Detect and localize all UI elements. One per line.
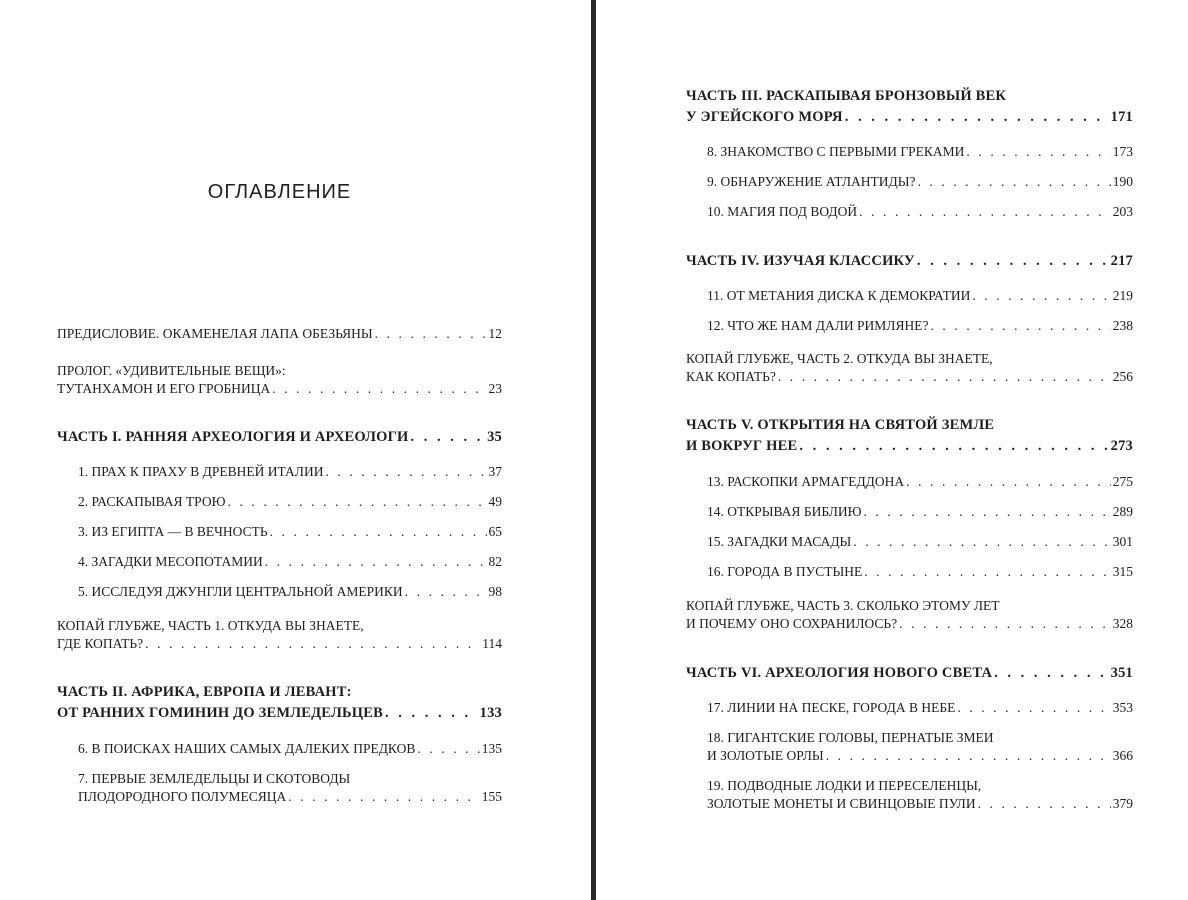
toc-entry-row	[78, 463, 502, 481]
toc-entry-row	[707, 563, 1133, 581]
toc-entry-row	[78, 493, 502, 511]
toc-entry-text: И ВОКРУГ НЕЕ	[686, 438, 798, 454]
toc-part-entry[interactable]	[57, 427, 502, 448]
dot-leader	[853, 533, 1110, 551]
toc-page-number: 190	[1112, 174, 1133, 189]
toc-page-number: 289	[1112, 504, 1133, 519]
dot-leader	[405, 583, 487, 601]
dot-leader	[799, 436, 1108, 457]
toc-entry-text: 12. ЧТО ЖЕ НАМ ДАЛИ РИМЛЯНЕ?	[707, 318, 929, 333]
toc-entry-text: ПЛОДОРОДНОГО ПОЛУМЕСЯЦА	[78, 789, 287, 804]
toc-entry-row	[686, 436, 1133, 457]
toc-entry-row	[707, 317, 1133, 335]
toc-entry-text: ПРОЛОГ. «УДИВИТЕЛЬНЫЕ ВЕЩИ»:	[57, 363, 286, 378]
toc-page-number: 301	[1112, 534, 1133, 549]
toc-entry-row	[78, 523, 502, 541]
toc-entry-row	[707, 533, 1133, 551]
toc-page-number: 203	[1112, 204, 1133, 219]
toc-page-number: 82	[488, 554, 502, 569]
toc-page-number: 37	[488, 464, 502, 479]
page-gutter	[591, 0, 596, 900]
toc-entry-row	[686, 663, 1133, 684]
toc-entry-text: 16. ГОРОДА В ПУСТЫНЕ	[707, 564, 863, 579]
toc-entry-text: 18. ГИГАНТСКИЕ ГОЛОВЫ, ПЕРНАТЫЕ ЗМЕИ	[707, 730, 994, 745]
toc-page-number: 12	[488, 326, 502, 341]
toc-entry-row	[78, 788, 502, 806]
dot-leader	[966, 143, 1110, 161]
toc-page-number: 217	[1110, 253, 1133, 269]
toc-part-entry[interactable]	[686, 86, 1133, 128]
toc-entry-text: И ПОЧЕМУ ОНО СОХРАНИЛОСЬ?	[686, 616, 898, 631]
toc-page-number: 65	[488, 524, 502, 539]
toc-chapter-entry[interactable]	[78, 553, 502, 571]
toc-page-number: 256	[1112, 369, 1133, 384]
toc-entry-row	[707, 473, 1133, 491]
dot-leader	[145, 635, 480, 653]
dot-leader	[265, 553, 487, 571]
toc-page-number: 35	[487, 429, 502, 445]
toc-entry-text: КОПАЙ ГЛУБЖЕ, ЧАСТЬ 3. СКОЛЬКО ЭТОМУ ЛЕТ	[686, 598, 1000, 613]
dot-leader	[288, 788, 479, 806]
toc-chapter-entry[interactable]	[707, 503, 1133, 521]
dot-leader	[270, 523, 487, 541]
toc-entry-text: ЧАСТЬ II. АФРИКА, ЕВРОПА И ЛЕВАНТ:	[57, 684, 352, 700]
toc-entry-text: 4. ЗАГАДКИ МЕСОПОТАМИИ	[78, 554, 263, 569]
toc-entry-text: ЧАСТЬ VI. АРХЕОЛОГИЯ НОВОГО СВЕТА	[686, 665, 993, 681]
toc-part-entry[interactable]	[686, 663, 1133, 684]
toc-entry-text: ТУТАНХАМОН И ЕГО ГРОБНИЦА	[57, 381, 271, 396]
toc-entry-row	[707, 173, 1133, 191]
toc-entry-text: 8. ЗНАКОМСТВО С ПЕРВЫМИ ГРЕКАМИ	[707, 144, 965, 159]
dot-leader	[826, 747, 1111, 765]
right-page	[686, 0, 1133, 900]
toc-page-number: 366	[1112, 748, 1133, 763]
toc-chapter-entry[interactable]	[707, 317, 1133, 335]
toc-entry-text: 17. ЛИНИИ НА ПЕСКЕ, ГОРОДА В НЕБЕ	[707, 700, 956, 715]
toc-entry-row	[686, 368, 1133, 386]
toc-page-number: 238	[1112, 318, 1133, 333]
toc-entry-text: ЧАСТЬ V. ОТКРЫТИЯ НА СВЯТОЙ ЗЕМЛЕ	[686, 417, 995, 433]
toc-chapter-entry[interactable]	[707, 473, 1133, 491]
toc-chapter-entry[interactable]	[78, 523, 502, 541]
toc-chapter-entry[interactable]	[707, 287, 1133, 305]
toc-page-number: 23	[488, 381, 502, 396]
toc-page-number: 173	[1112, 144, 1133, 159]
toc-chapter-entry[interactable]	[707, 563, 1133, 581]
toc-entry-text: 6. В ПОИСКАХ НАШИХ САМЫХ ДАЛЕКИХ ПРЕДКОВ	[78, 741, 416, 756]
toc-entry-row	[78, 583, 502, 601]
dot-leader	[957, 699, 1110, 717]
toc-entry-text: У ЭГЕЙСКОГО МОРЯ	[686, 109, 843, 125]
toc-entry-row	[707, 503, 1133, 521]
toc-chapter-entry[interactable]	[707, 203, 1133, 221]
dot-leader	[417, 740, 479, 758]
toc-entry-text: ЧАСТЬ III. РАСКАПЫВАЯ БРОНЗОВЫЙ ВЕК	[686, 88, 1007, 104]
toc-entry-text: 9. ОБНАРУЖЕНИЕ АТЛАНТИДЫ?	[707, 174, 916, 189]
toc-page-number: 328	[1112, 616, 1133, 631]
toc-part-entry[interactable]	[57, 682, 502, 724]
toc-section-entry[interactable]	[57, 325, 502, 343]
toc-entry-text: 3. ИЗ ЕГИПТА — В ВЕЧНОСТЬ	[78, 524, 268, 539]
dot-leader	[227, 493, 486, 511]
toc-entry-row	[57, 325, 502, 343]
toc-page-number: 155	[481, 789, 502, 804]
dot-leader	[859, 203, 1111, 221]
dot-leader	[375, 325, 487, 343]
toc-entry-row	[707, 795, 1133, 813]
toc-entry-text: 14. ОТКРЫВАЯ БИБЛИЮ	[707, 504, 862, 519]
toc-page-number: 351	[1110, 665, 1133, 681]
toc-entry-text: КОПАЙ ГЛУБЖЕ, ЧАСТЬ 1. ОТКУДА ВЫ ЗНАЕТЕ,	[57, 618, 364, 633]
dot-leader	[778, 368, 1111, 386]
toc-entry-text: ПРЕДИСЛОВИЕ. ОКАМЕНЕЛАЯ ЛАПА ОБЕЗЬЯНЫ	[57, 326, 373, 341]
toc-part-entry[interactable]	[686, 251, 1133, 272]
toc-page-number: 275	[1112, 474, 1133, 489]
toc-entry-text: 5. ИССЛЕДУЯ ДЖУНГЛИ ЦЕНТРАЛЬНОЙ АМЕРИКИ	[78, 584, 403, 599]
toc-entry-row	[686, 615, 1133, 633]
toc-part-entry[interactable]	[686, 415, 1133, 457]
toc-page-number: 171	[1110, 109, 1133, 125]
toc-chapter-entry[interactable]	[707, 777, 1133, 813]
toc-entry-text: 1. ПРАХ К ПРАХУ В ДРЕВНЕЙ ИТАЛИИ	[78, 464, 324, 479]
toc-entry-text: 11. ОТ МЕТАНИЯ ДИСКА К ДЕМОКРАТИИ	[707, 288, 971, 303]
dot-leader	[864, 503, 1111, 521]
toc-entry-row	[707, 287, 1133, 305]
toc-page-number: 353	[1112, 700, 1133, 715]
toc-entry-row	[707, 699, 1133, 717]
toc-chapter-entry[interactable]	[78, 770, 502, 806]
toc-entry-text: КОПАЙ ГЛУБЖЕ, ЧАСТЬ 2. ОТКУДА ВЫ ЗНАЕТЕ,	[686, 351, 993, 366]
toc-entry-text: И ЗОЛОТЫЕ ОРЛЫ	[707, 748, 824, 763]
dot-leader	[325, 463, 486, 481]
toc-entry-row	[78, 553, 502, 571]
toc-entry-text: 13. РАСКОПКИ АРМАГЕДДОНА	[707, 474, 905, 489]
toc-entry-text: ЗОЛОТЫЕ МОНЕТЫ И СВИНЦОВЫЕ ПУЛИ	[707, 796, 976, 811]
dot-leader	[864, 563, 1110, 581]
dot-leader	[272, 380, 486, 398]
toc-chapter-entry[interactable]	[707, 533, 1133, 551]
toc-entry-text: 7. ПЕРВЫЕ ЗЕМЛЕДЕЛЬЦЫ И СКОТОВОДЫ	[78, 771, 351, 786]
toc-chapter-entry[interactable]	[78, 583, 502, 601]
toc-entry-row	[78, 740, 502, 758]
toc-page-number: 114	[482, 636, 502, 651]
dot-leader	[845, 107, 1109, 128]
dot-leader	[906, 473, 1111, 491]
dot-leader	[930, 317, 1110, 335]
toc-entry-text: 2. РАСКАПЫВАЯ ТРОЮ	[78, 494, 226, 509]
toc-section-entry[interactable]	[686, 350, 1133, 386]
toc-entry-text: 19. ПОДВОДНЫЕ ЛОДКИ И ПЕРЕСЕЛЕНЦЫ,	[707, 778, 982, 793]
toc-entry-text: КАК КОПАТЬ?	[686, 369, 776, 384]
toc-entry-row	[686, 107, 1133, 128]
toc-chapter-entry[interactable]	[707, 143, 1133, 161]
toc-chapter-entry[interactable]	[707, 729, 1133, 765]
dot-leader	[917, 173, 1110, 191]
toc-entry-text: ОТ РАННИХ ГОМИНИН ДО ЗЕМЛЕДЕЛЬЦЕВ	[57, 705, 383, 721]
toc-chapter-entry[interactable]	[78, 493, 502, 511]
toc-entry-text: ЧАСТЬ IV. ИЗУЧАЯ КЛАССИКУ	[686, 253, 915, 269]
toc-page-number: 219	[1112, 288, 1133, 303]
toc-title: ОГЛАВЛЕНИЕ	[207, 181, 352, 203]
toc-chapter-entry[interactable]	[707, 173, 1133, 191]
toc-entry-text: 10. МАГИЯ ПОД ВОДОЙ	[707, 204, 858, 219]
toc-chapter-entry[interactable]	[707, 699, 1133, 717]
toc-page-number: 98	[488, 584, 502, 599]
toc-entry-row	[57, 380, 502, 398]
dot-leader	[972, 287, 1110, 305]
dot-leader	[385, 703, 478, 724]
dot-leader	[994, 663, 1108, 684]
toc-section-entry[interactable]	[686, 597, 1133, 633]
toc-entry-row	[57, 635, 502, 653]
toc-chapter-entry[interactable]	[78, 740, 502, 758]
toc-entry-row	[707, 747, 1133, 765]
toc-entry-row	[686, 251, 1133, 272]
toc-entry-text: ГДЕ КОПАТЬ?	[57, 636, 144, 651]
toc-page-number: 315	[1112, 564, 1133, 579]
dot-leader	[978, 795, 1111, 813]
toc-entry-text: ЧАСТЬ I. РАННЯЯ АРХЕОЛОГИЯ И АРХЕОЛОГИ	[57, 429, 409, 445]
toc-entry-row	[57, 427, 502, 448]
dot-leader	[917, 251, 1109, 272]
left-page	[57, 0, 502, 900]
toc-page-number: 273	[1110, 438, 1133, 454]
toc-entry-text: 15. ЗАГАДКИ МАСАДЫ	[707, 534, 852, 549]
toc-entry-row	[707, 203, 1133, 221]
toc-page-number: 49	[488, 494, 502, 509]
toc-page-number: 135	[481, 741, 502, 756]
toc-entry-row	[707, 143, 1133, 161]
dot-leader	[899, 615, 1111, 633]
toc-entry-row	[57, 703, 502, 724]
toc-section-entry[interactable]	[57, 617, 502, 653]
dot-leader	[411, 427, 486, 448]
toc-page-number: 379	[1112, 796, 1133, 811]
toc-page-number: 133	[479, 705, 502, 721]
toc-chapter-entry[interactable]	[78, 463, 502, 481]
toc-section-entry[interactable]	[57, 362, 502, 398]
